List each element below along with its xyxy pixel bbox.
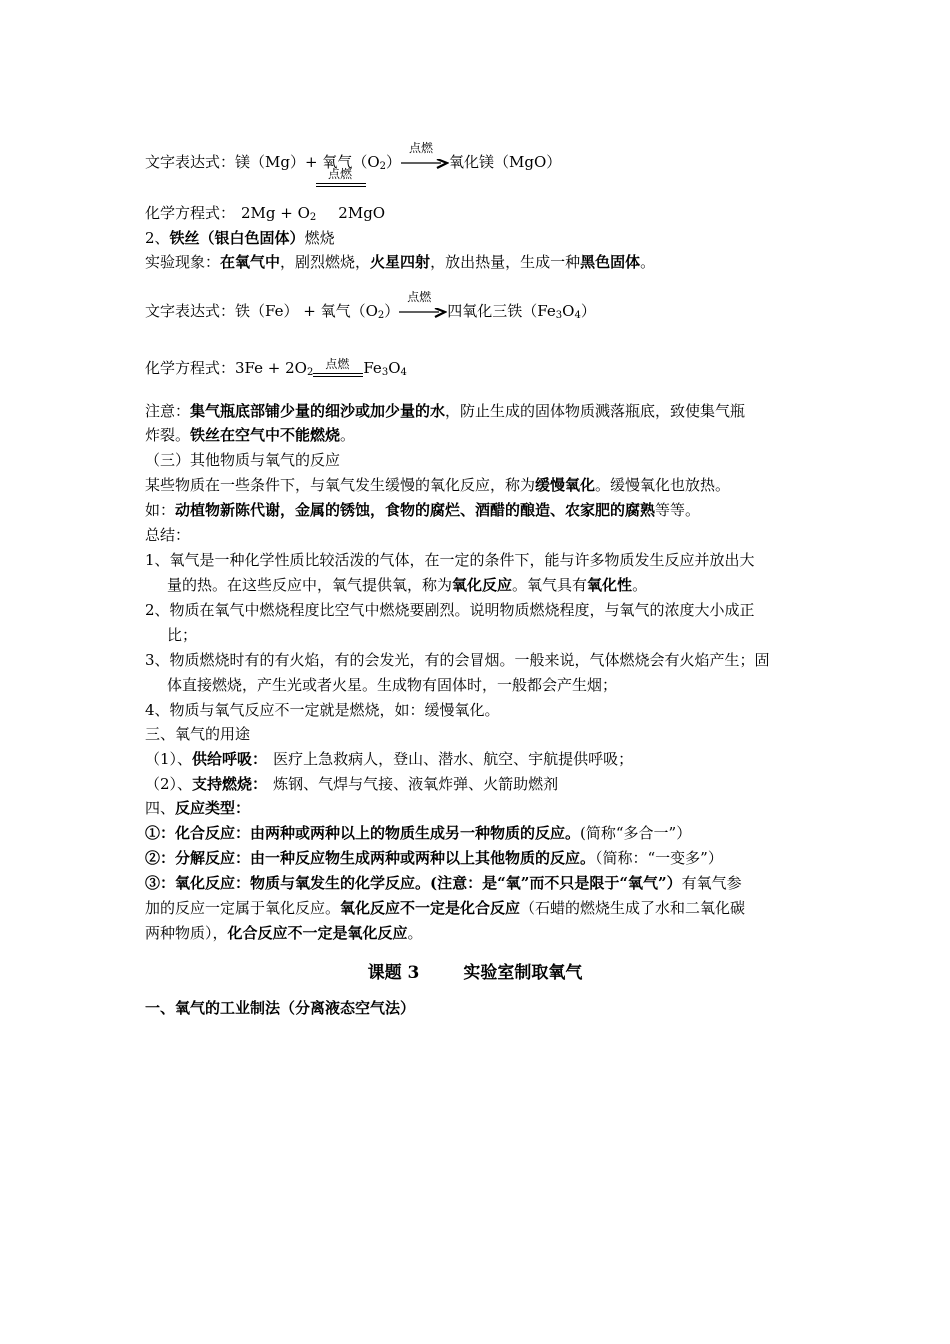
summary-4: 4、物质与氧气反应不一定就是燃烧，如：缓慢氧化。 xyxy=(145,701,500,719)
chem-eq-label: 化学方程式： xyxy=(145,204,236,222)
fe-word-rhs: 四氧化三铁（Fe xyxy=(447,302,556,320)
summary-2-line-1: 2、物质在氧气中燃烧程度比空气中燃烧要剧烈。说明物质燃烧程度，与氧气的浓度大小成正 xyxy=(145,601,755,619)
condition-label: 点燃 xyxy=(407,290,432,304)
fe-equal-sign xyxy=(313,359,363,379)
summary-3-line-1: 3、物质燃烧时有的有火焰，有的会发光，有的会冒烟。一般来说，气体燃烧会有火焰产生；固 xyxy=(145,651,770,669)
lesson-title xyxy=(0,962,950,984)
note-line-2: 炸裂。铁丝在空气中不能燃烧。 xyxy=(145,426,356,444)
condition-label: 点燃 xyxy=(409,141,434,155)
type-combination: ①：化合反应：由两种或两种以上的物质生成另一种物质的反应。(简称“多合一”） xyxy=(145,824,692,842)
note-line-1: 注意：集气瓶底部铺少量的细沙或加少量的水，防止生成的固体物质溅落瓶底，致使集气瓶 xyxy=(145,402,746,420)
iron-observation: 实验现象：在氧气中，剧烈燃烧，火星四射，放出热量，生成一种黑色固体。 xyxy=(145,253,656,271)
examples-text: 如：动植物新陈代谢，金属的锈蚀，食物的腐烂、酒醋的酿造、农家肥的腐熟等等。 xyxy=(145,501,701,519)
fe-word-lhs: 铁（Fe） + 氧气（O xyxy=(235,302,378,320)
lesson-number: 课题 3 xyxy=(367,963,420,983)
fe-chem-equation: 化学方程式：$3Fe + 2O_2$ 点燃 $Fe_3O_4$ xyxy=(145,357,407,378)
summary-heading: 总结： xyxy=(145,526,191,544)
condition-label: 点燃 xyxy=(325,357,350,371)
chem-eq-label: 化学方程式： xyxy=(145,359,236,377)
slow-oxidation-text: 某些物质在一些条件下，与氧气发生缓慢的氧化反应，称为缓慢氧化。缓慢氧化也放热。 xyxy=(145,476,731,494)
summary-1-line-2: 量的热。在这些反应中，氧气提供氧，称为氧化反应。氧气具有氧化性。 xyxy=(167,576,648,594)
type-oxidation-line-3: 两种物质），化合反应不一定是氧化反应。 xyxy=(145,924,423,942)
mg-word-equation: 文字表达式：镁（Mg）+ 氧气$(O_2)$ 点燃 氧化镁（MgO） xyxy=(145,141,562,172)
fe-word-equation: 文字表达式：铁（Fe） + 氧气$(O_2)$ 点燃 四氧化三铁$(Fe_3O_4)$ xyxy=(145,290,596,321)
reaction-types-heading: 四、反应类型： xyxy=(145,799,251,817)
reaction-arrow xyxy=(399,290,447,322)
section-other-reactions: （三）其他物质与氧气的反应 xyxy=(145,451,341,469)
summary-3-line-2: 体直接燃烧，产生光或者火星。生成物有固体时，一般都会产生烟； xyxy=(167,676,618,694)
mg-equal-sign xyxy=(316,167,366,189)
type-decomposition: ②：分解反应：由一种反应物生成两种或两种以上其他物质的反应。（简称：“一变多”） xyxy=(145,849,723,867)
mg-chem-rhs: 2MgO xyxy=(338,204,386,222)
word-eq-label: 文字表达式： xyxy=(145,153,236,171)
fe-chem-lhs: 3Fe + 2O xyxy=(235,359,307,377)
summary-1-line-1: 1、氧气是一种化学性质比较活泼的气体，在一定的条件下，能与许多物质发生反应并放出大 xyxy=(145,551,755,569)
iron-heading: 2、铁丝（银白色固体）燃烧 xyxy=(145,229,335,247)
mg-word-lhs: 镁（Mg）+ 氧气（O xyxy=(235,153,380,171)
summary-2-line-2: 比； xyxy=(167,626,198,644)
fe-chem-rhs: Fe xyxy=(363,359,382,377)
use-2: （2）、支持燃烧： 炼钢、气焊与气接、液氧炸弹、火箭助燃剂 xyxy=(145,775,559,793)
condition-label: 点燃 xyxy=(328,167,353,181)
mg-word-rhs: 氧化镁（MgO） xyxy=(449,153,562,171)
type-oxidation-line-1: ③：氧化反应：物质与氧发生的化学反应。(注意：是“氧”而不只是限于“氧气”）有氧气参 xyxy=(145,874,742,892)
reaction-arrow xyxy=(401,141,449,173)
use-1: （1）、供给呼吸： 医疗上急救病人，登山、潜水、航空、宇航提供呼吸； xyxy=(145,750,634,768)
type-oxidation-line-2: 加的反应一定属于氧化反应。氧化反应不一定是化合反应（石蜡的燃烧生成了水和二氧化碳 xyxy=(145,899,746,917)
industrial-method-heading: 一、氧气的工业制法（分离液态空气法） xyxy=(145,999,416,1017)
mg-chem-lhs: 2Mg + O xyxy=(241,204,310,222)
lesson-name: 实验室制取氧气 xyxy=(463,963,583,983)
word-eq-label: 文字表达式： xyxy=(145,302,236,320)
uses-heading: 三、氧气的用途 xyxy=(145,725,251,743)
mg-chem-equation: 化学方程式： $2Mg + O_2$ 2MgO xyxy=(145,204,386,223)
